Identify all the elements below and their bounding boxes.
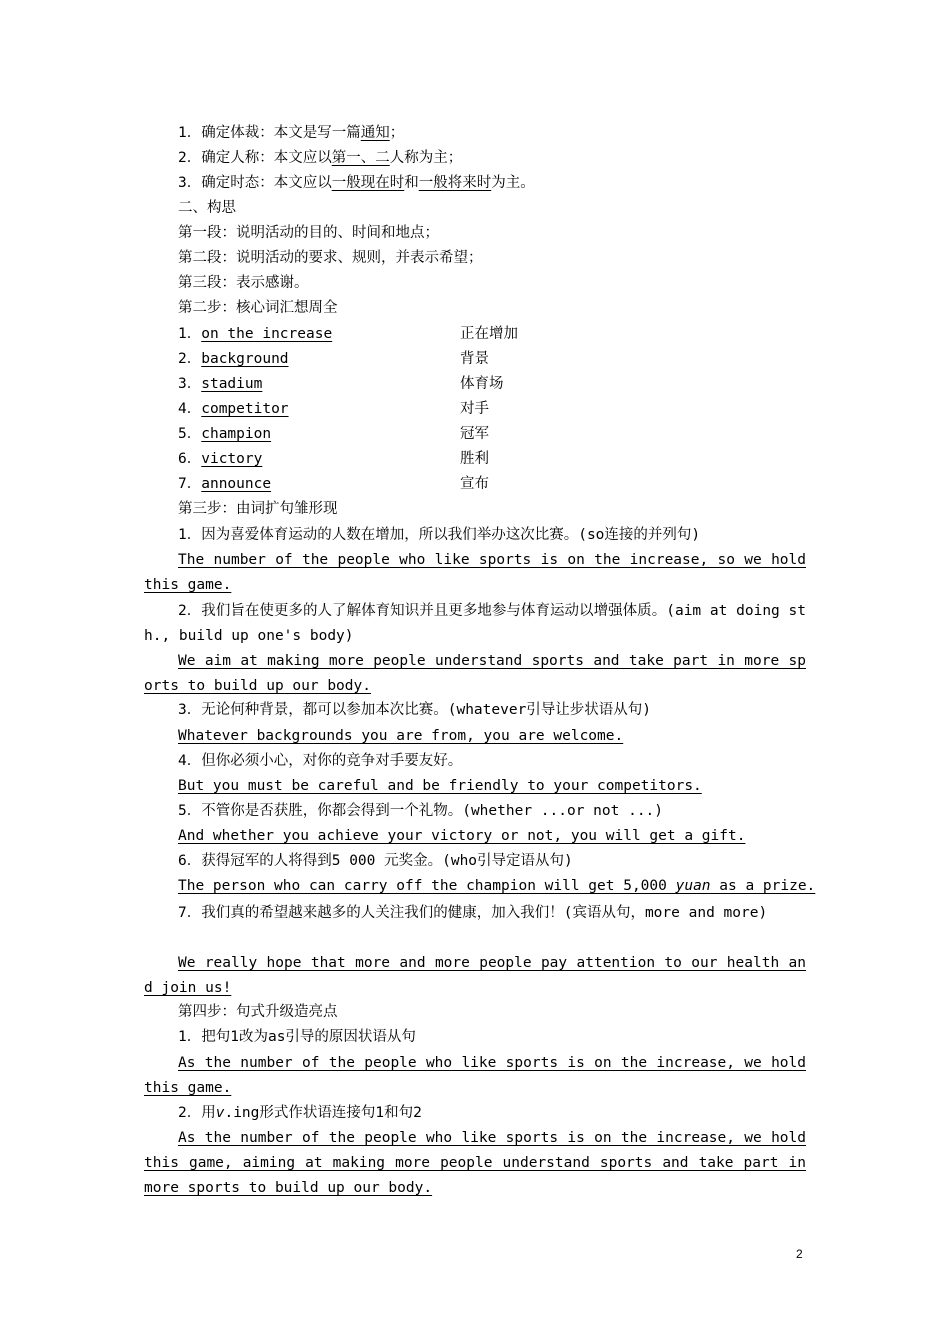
plan-paragraph-3: 第三段：表示感谢。 xyxy=(178,275,309,291)
step4-heading: 第四步：句式升级造亮点 xyxy=(178,1004,338,1020)
upgrade-prompt-2: 2．用v.ing形式作状语连接句1和句2 xyxy=(178,1105,422,1121)
vocab-meaning: 对手 xyxy=(460,401,489,417)
upgrade-answer-1: As the number of the people who like sports is on the increase, we hold this game. xyxy=(144,1055,806,1097)
sentence-answer-6: The person who can carry off the champion will get 5,000 yuan as a prize. xyxy=(178,878,816,894)
vocab-meaning: 冠军 xyxy=(460,426,489,442)
step2-heading: 第二步：核心词汇想周全 xyxy=(178,300,338,316)
genre-line: 1．确定体裁：本文是写一篇通知； xyxy=(178,125,405,141)
vocab-item: 7．announce xyxy=(178,476,272,492)
page-number: 2 xyxy=(796,1247,803,1261)
vocab-meaning: 宣布 xyxy=(460,476,489,492)
vocab-meaning: 体育场 xyxy=(460,376,504,392)
vocab-item: 6．victory xyxy=(178,451,263,467)
sentence-answer-7: We really hope that more and more people pay attention to our health and join us! xyxy=(144,955,806,997)
person-line: 2．确定人称：本文应以第一、二人称为主； xyxy=(178,150,463,166)
vocab-item: 1．on the increase xyxy=(178,326,333,342)
sentence-prompt-2: 2．我们旨在使更多的人了解体育知识并且更多地参与体育运动以增强体质。(aim at doing sth., build up one's body) xyxy=(144,603,806,645)
sentence-answer-2: We aim at making more people understand sports and take part in more sports to build up our body. xyxy=(144,653,806,695)
sentence-prompt-7: 7．我们真的希望越来越多的人关注我们的健康，加入我们！(宾语从句，more and more) xyxy=(178,905,768,921)
sentence-prompt-3: 3．无论何种背景，都可以参加本次比赛。(whatever引导让步状语从句) xyxy=(178,702,652,718)
sentence-answer-3: Whatever backgrounds you are from, you are welcome. xyxy=(178,728,624,744)
vocab-item: 5．champion xyxy=(178,426,272,442)
sentence-prompt-4: 4．但你必须小心，对你的竞争对手要友好。 xyxy=(178,753,463,769)
vocab-item: 4．competitor xyxy=(178,401,289,417)
sentence-prompt-5: 5．不管你是否获胜，你都会得到一个礼物。(whether ...or not ...) xyxy=(178,803,664,819)
vocab-meaning: 背景 xyxy=(460,351,489,367)
sentence-prompt-6: 6．获得冠军的人将得到5 000 元奖金。(who引导定语从句) xyxy=(178,853,573,869)
plan-heading: 二、构思 xyxy=(178,200,236,216)
upgrade-answer-2: As the number of the people who like sports is on the increase, we hold this game, aiming at making more people understand sports and take part in more sports to build up our body. xyxy=(144,1130,806,1197)
vocab-meaning: 胜利 xyxy=(460,451,489,467)
upgrade-prompt-1: 1．把句1改为as引导的原因状语从句 xyxy=(178,1029,416,1045)
sentence-prompt-1: 1．因为喜爱体育运动的人数在增加，所以我们举办这次比赛。(so连接的并列句) xyxy=(178,527,701,543)
vocab-item: 3．stadium xyxy=(178,376,263,392)
tense-line: 3．确定时态：本文应以一般现在时和一般将来时为主。 xyxy=(178,175,535,191)
step3-heading: 第三步：由词扩句雏形现 xyxy=(178,501,338,517)
vocab-item: 2．background xyxy=(178,351,289,367)
vocab-meaning: 正在增加 xyxy=(460,326,518,342)
sentence-answer-4: But you must be careful and be friendly to your competitors. xyxy=(178,778,702,794)
sentence-answer-5: And whether you achieve your victory or not, you will get a gift. xyxy=(178,828,746,844)
sentence-answer-1: The number of the people who like sports is on the increase, so we hold this game. xyxy=(144,552,806,594)
plan-paragraph-1: 第一段：说明活动的目的、时间和地点； xyxy=(178,225,439,241)
plan-paragraph-2: 第二段：说明活动的要求、规则，并表示希望； xyxy=(178,250,483,266)
